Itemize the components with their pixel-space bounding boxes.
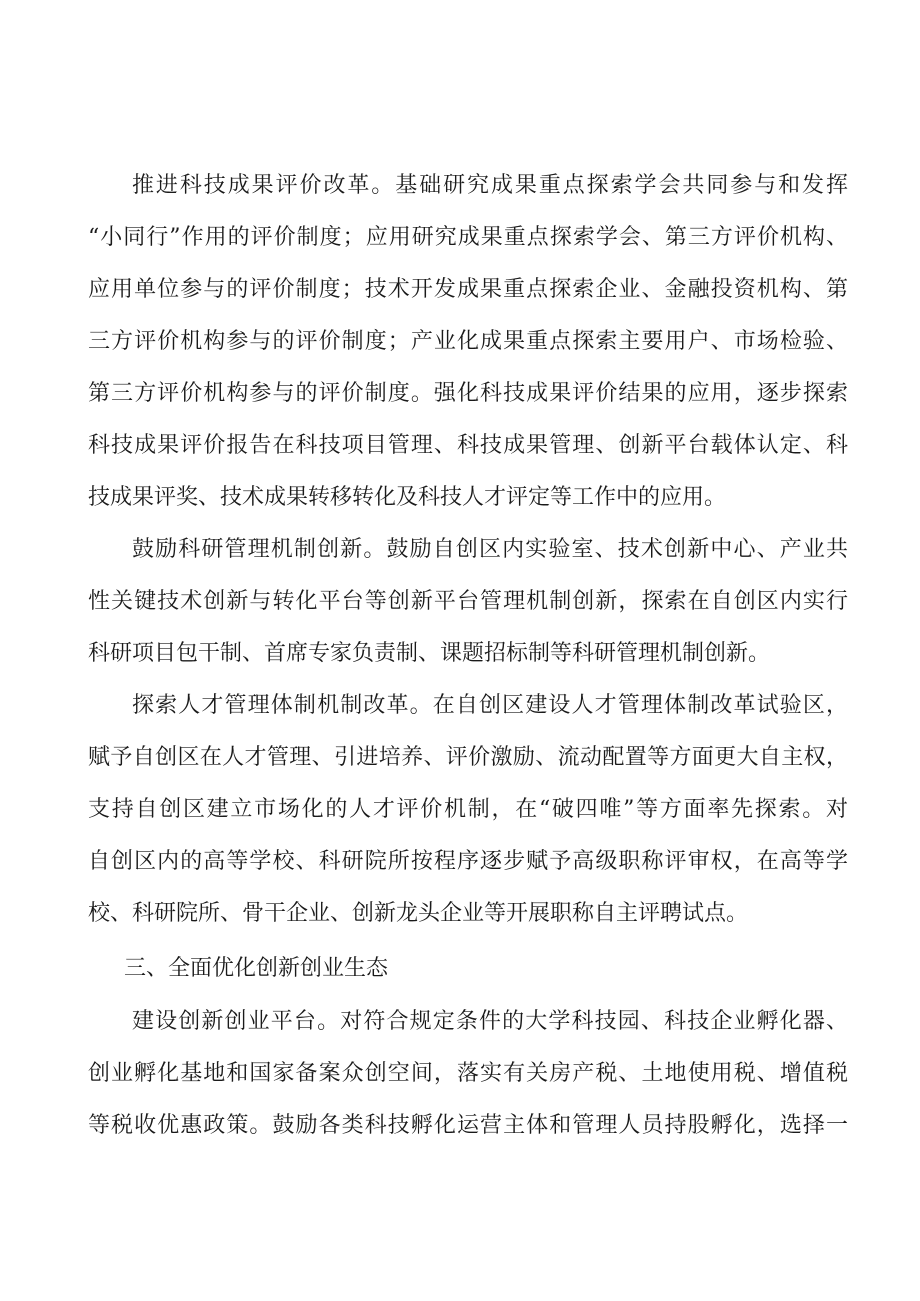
paragraph-3-line-1: 探索人才管理体制机制改革。在自创区建设人才管理体制改革试验区， xyxy=(132,693,848,718)
paragraph-2-line-2: 性关键技术创新与转化平台等创新平台管理机制创新，探索在自创区内实行 xyxy=(88,589,848,614)
paragraph-1-line-5: 第三方评价机构参与的评价制度。强化科技成果评价结果的应用，逐步探索 xyxy=(88,381,848,406)
paragraph-1-line-3: 应用单位参与的评价制度；技术开发成果重点探索企业、金融投资机构、第 xyxy=(88,277,848,302)
paragraph-2-line-3: 科研项目包干制、首席专家负责制、课题招标制等科研管理机制创新。 xyxy=(88,641,771,666)
paragraph-2-line-1: 鼓励科研管理机制创新。鼓励自创区内实验室、技术创新中心、产业共 xyxy=(132,537,848,562)
paragraph-4-line-3: 等税收优惠政策。鼓励各类科技孵化运营主体和管理人员持股孵化，选择一 xyxy=(88,1113,848,1138)
paragraph-1-line-7: 技成果评奖、技术成果转移转化及科技人才评定等工作中的应用。 xyxy=(88,485,727,510)
paragraph-1-line-6: 科技成果评价报告在科技项目管理、科技成果管理、创新平台载体认定、科 xyxy=(88,433,848,458)
paragraph-3-line-3: 支持自创区建立市场化的人才评价机制，在“破四唯”等方面率先探索。对 xyxy=(88,797,848,822)
paragraph-3-line-5: 校、科研院所、骨干企业、创新龙头企业等开展职称自主评聘试点。 xyxy=(88,901,749,926)
paragraph-1-line-4: 三方评价机构参与的评价制度；产业化成果重点探索主要用户、市场检验、 xyxy=(88,329,848,354)
section-heading: 三、全面优化创新创业生态 xyxy=(124,956,389,981)
paragraph-4-line-1: 建设创新创业平台。对符合规定条件的大学科技园、科技企业孵化器、 xyxy=(132,1009,848,1034)
paragraph-3-line-4: 自创区内的高等学校、科研院所按程序逐步赋予高级职称评审权，在高等学 xyxy=(88,849,848,874)
paragraph-1-line-1: 推进科技成果评价改革。基础研究成果重点探索学会共同参与和发挥 xyxy=(132,173,848,198)
paragraph-4-line-2: 创业孵化基地和国家备案众创空间，落实有关房产税、土地使用税、增值税 xyxy=(88,1061,848,1086)
paragraph-3-line-2: 赋予自创区在人才管理、引进培养、评价激励、流动配置等方面更大自主权， xyxy=(88,745,848,770)
paragraph-1-line-2: “小同行”作用的评价制度；应用研究成果重点探索学会、第三方评价机构、 xyxy=(88,225,848,250)
